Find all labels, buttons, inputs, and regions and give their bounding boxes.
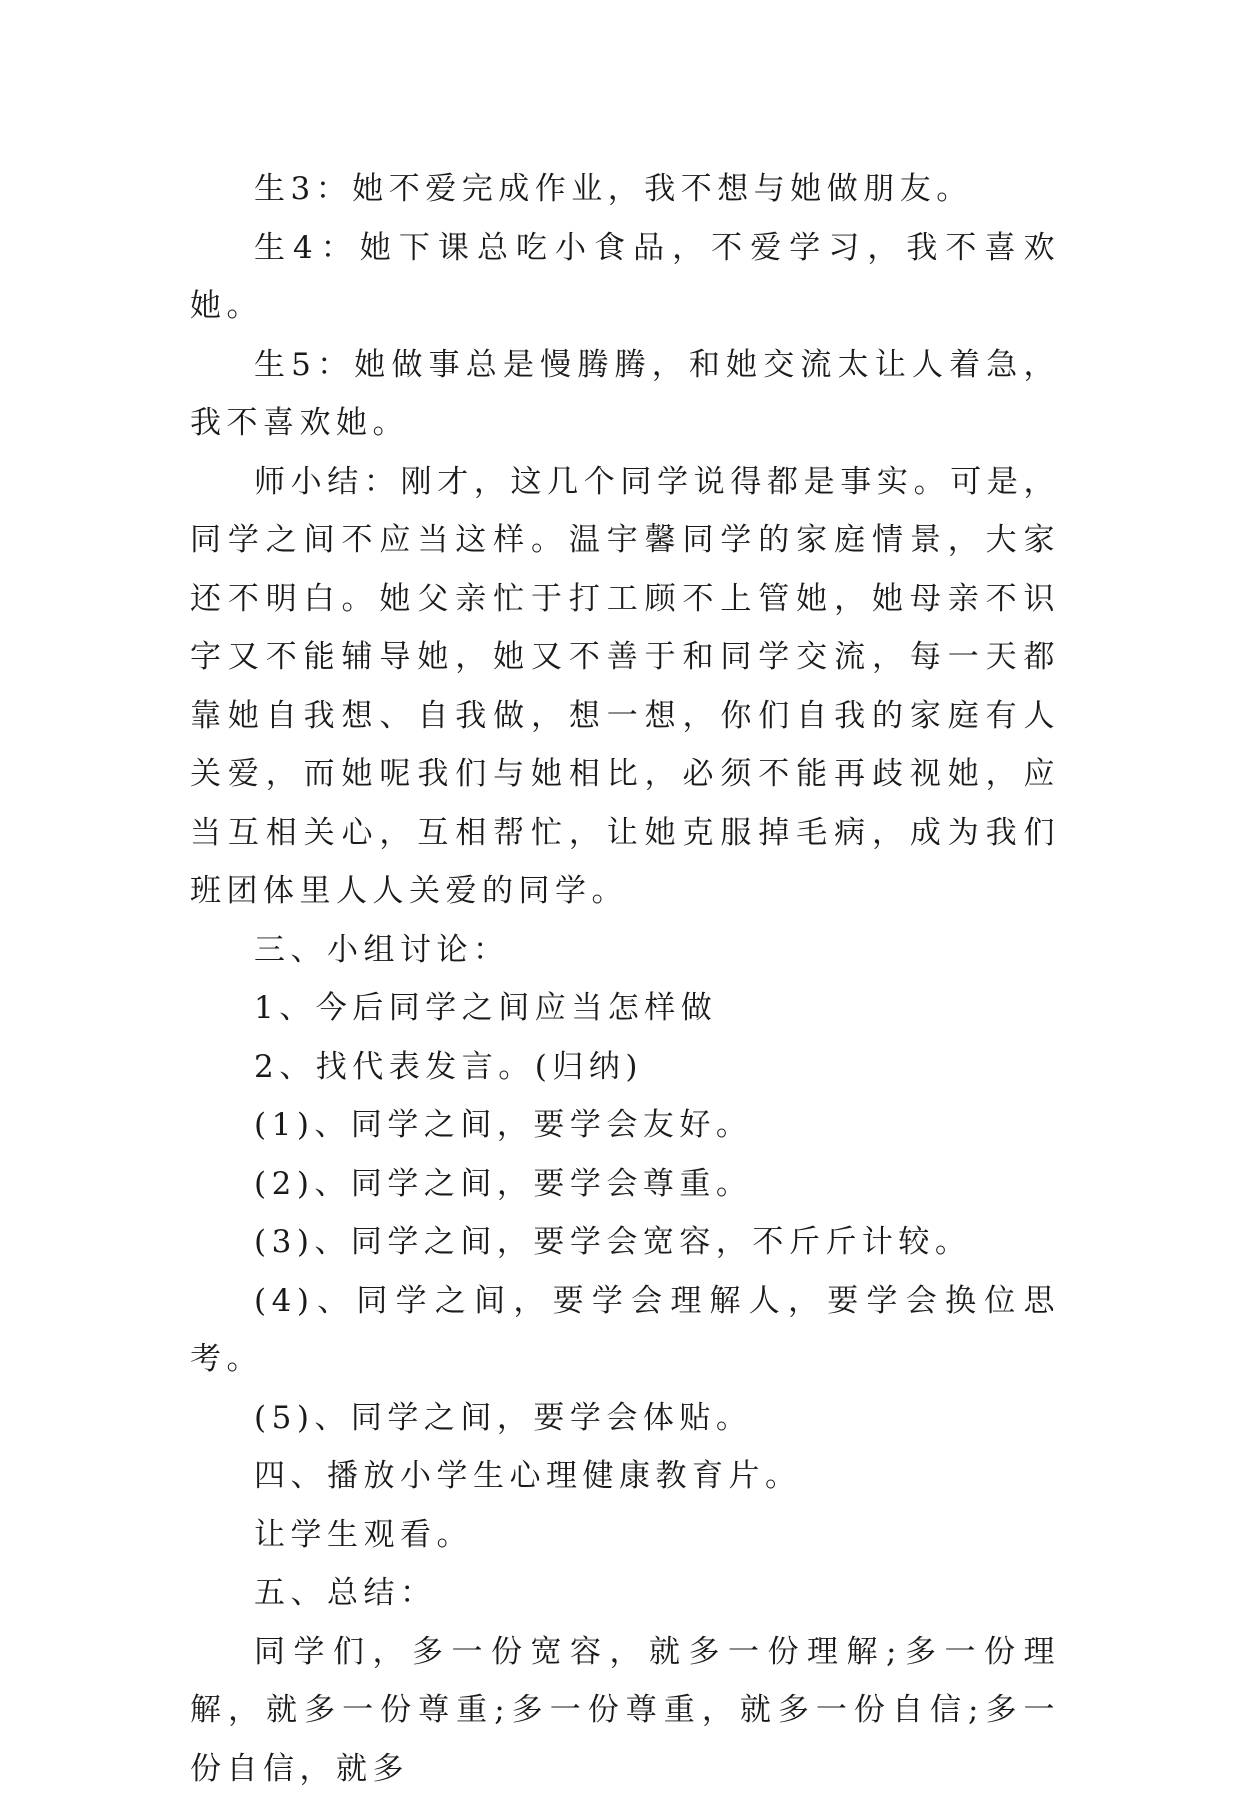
paragraph-student-4: 生4：她下课总吃小食品，不爱学习，我不喜欢她。 (190, 219, 1060, 336)
paragraph-watch: 让学生观看。 (190, 1506, 1060, 1565)
sub-item-2: (2)、同学之间，要学会尊重。 (190, 1155, 1060, 1214)
sub-item-4: (4)、同学之间，要学会理解人，要学会换位思考。 (190, 1272, 1060, 1389)
sub-item-5: (5)、同学之间，要学会体贴。 (190, 1389, 1060, 1448)
heading-group-discussion: 三、小组讨论： (190, 921, 1060, 980)
paragraph-teacher-summary: 师小结：刚才，这几个同学说得都是事实。可是，同学之间不应当这样。温宇馨同学的家庭情景，大家还不明白。她父亲忙于打工顾不上管她，她母亲不识字又不能辅导她，她又不善于和同学交流，每一天都靠她自我想、自我做，想一想，你们自我的家庭有人关爱，而她呢我们与她相比，必须不能再歧视她，应当互相关心，互相帮忙，让她克服掉毛病，成为我们班团体里人人关爱的同学。 (190, 453, 1060, 921)
list-item-1: 1、今后同学之间应当怎样做 (190, 979, 1060, 1038)
document-body (190, 160, 1060, 1798)
paragraph-student-3: 生3：她不爱完成作业，我不想与她做朋友。 (190, 160, 1060, 219)
sub-item-3: (3)、同学之间，要学会宽容，不斤斤计较。 (190, 1213, 1060, 1272)
heading-summary: 五、总结： (190, 1564, 1060, 1623)
paragraph-closing: 同学们，多一份宽容，就多一份理解;多一份理解，就多一份尊重;多一份尊重，就多一份自信;多一份自信，就多 (190, 1623, 1060, 1798)
heading-play-video: 四、播放小学生心理健康教育片。 (190, 1447, 1060, 1506)
paragraph-student-5: 生5：她做事总是慢腾腾，和她交流太让人着急，我不喜欢她。 (190, 336, 1060, 453)
sub-item-1: (1)、同学之间，要学会友好。 (190, 1096, 1060, 1155)
list-item-2: 2、找代表发言。(归纳) (190, 1038, 1060, 1097)
